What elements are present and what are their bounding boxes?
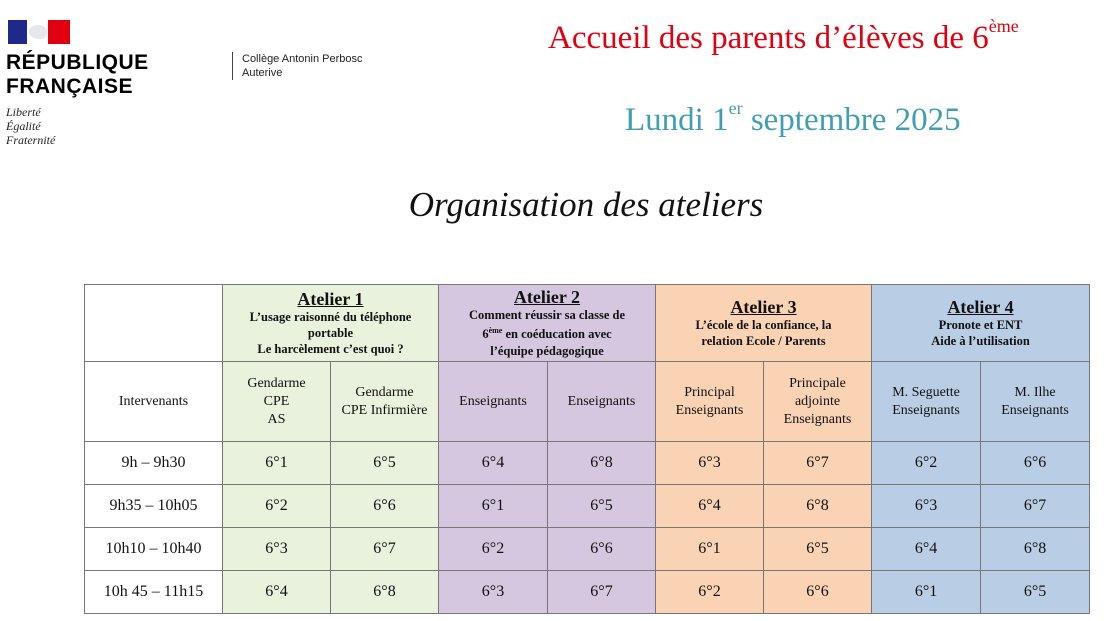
intervenant-cell: Gendarme CPE AS <box>223 362 331 442</box>
class-cell: 6°3 <box>872 485 981 528</box>
date-sup: er <box>728 98 743 118</box>
class-cell: 6°2 <box>223 485 331 528</box>
class-cell: 6°8 <box>331 571 439 614</box>
atelier-3-desc: L’école de la confiance, la relation Ecole / Parents <box>695 318 832 348</box>
date-post: septembre 2025 <box>742 102 961 138</box>
motto-fraternite: Fraternité <box>6 133 56 147</box>
logo-francaise: FRANÇAISE <box>6 75 134 98</box>
atelier-3-name: Atelier 3 <box>730 297 797 317</box>
title-sup: ème <box>988 16 1019 36</box>
class-cell: 6°6 <box>764 571 872 614</box>
atelier-4-desc: Pronote et ENT Aide à l’utilisation <box>931 318 1030 348</box>
class-cell: 6°7 <box>331 528 439 571</box>
intervenant-cell: Enseignants <box>439 362 548 442</box>
atelier-2-desc-post: en coéducation avec l’équipe pédagogique <box>490 327 612 358</box>
motto-liberte: Liberté <box>6 105 41 119</box>
table-row <box>85 528 1090 571</box>
time-slot: 9h – 9h30 <box>85 442 223 485</box>
atelier-2-desc-sup: ème <box>488 326 503 336</box>
marianne-flag-icon <box>8 20 70 44</box>
event-date <box>625 98 961 139</box>
class-cell: 6°6 <box>548 528 656 571</box>
table-row <box>85 485 1090 528</box>
college-city: Auterive <box>242 67 283 79</box>
republique-francaise-logo <box>6 20 166 147</box>
atelier-4-name: Atelier 4 <box>947 297 1014 317</box>
motto-egalite: Égalité <box>6 119 41 133</box>
class-cell: 6°6 <box>981 442 1090 485</box>
table-row <box>85 571 1090 614</box>
class-cell: 6°7 <box>548 571 656 614</box>
intervenant-cell: Principal Enseignants <box>656 362 764 442</box>
class-cell: 6°1 <box>872 571 981 614</box>
class-cell: 6°5 <box>981 571 1090 614</box>
intervenants-label: Intervenants <box>85 362 223 442</box>
class-cell: 6°8 <box>764 485 872 528</box>
title-text: Accueil des parents d’élèves de 6 <box>548 20 989 56</box>
class-cell: 6°3 <box>656 442 764 485</box>
class-cell: 6°5 <box>331 442 439 485</box>
class-cell: 6°1 <box>656 528 764 571</box>
intervenant-cell: M. Seguette Enseignants <box>872 362 981 442</box>
class-cell: 6°7 <box>764 442 872 485</box>
class-cell: 6°2 <box>872 442 981 485</box>
class-cell: 6°3 <box>439 571 548 614</box>
atelier-1-header <box>223 285 439 362</box>
logo-republique: RÉPUBLIQUE <box>6 51 149 74</box>
class-cell: 6°1 <box>439 485 548 528</box>
class-cell: 6°6 <box>331 485 439 528</box>
class-cell: 6°3 <box>223 528 331 571</box>
atelier-4-header <box>872 285 1090 362</box>
atelier-1-desc: L’usage raisonné du téléphone portable Le harcèlement c’est quoi ? <box>249 310 412 356</box>
empty-corner-cell <box>85 285 223 362</box>
class-cell: 6°5 <box>764 528 872 571</box>
ateliers-table <box>84 284 1090 614</box>
class-cell: 6°8 <box>548 442 656 485</box>
table-row <box>85 442 1090 485</box>
atelier-2-desc-pre: Comment réussir sa classe de 6 <box>469 308 625 342</box>
class-cell: 6°2 <box>439 528 548 571</box>
class-cell: 6°4 <box>439 442 548 485</box>
time-slot: 10h 45 – 11h15 <box>85 571 223 614</box>
class-cell: 6°4 <box>872 528 981 571</box>
table-header-row <box>85 285 1090 362</box>
atelier-3-header <box>656 285 872 362</box>
intervenant-cell: Enseignants <box>548 362 656 442</box>
class-cell: 6°7 <box>981 485 1090 528</box>
class-cell: 6°5 <box>548 485 656 528</box>
time-slot: 10h10 – 10h40 <box>85 528 223 571</box>
intervenant-cell: M. Ilhe Enseignants <box>981 362 1090 442</box>
date-pre: Lundi 1 <box>625 102 729 138</box>
class-cell: 6°4 <box>223 571 331 614</box>
time-slot: 9h35 – 10h05 <box>85 485 223 528</box>
atelier-2-header <box>439 285 656 362</box>
class-cell: 6°8 <box>981 528 1090 571</box>
intervenants-row <box>85 362 1090 442</box>
class-cell: 6°2 <box>656 571 764 614</box>
intervenant-cell: Principale adjointe Enseignants <box>764 362 872 442</box>
college-name: Collège Antonin Perbosc <box>242 53 363 65</box>
intervenant-cell: Gendarme CPE Infirmière <box>331 362 439 442</box>
atelier-2-desc <box>439 307 655 358</box>
subtitle: Organisation des ateliers <box>408 185 764 224</box>
college-name-block <box>232 52 362 80</box>
atelier-1-name: Atelier 1 <box>297 289 364 309</box>
class-cell: 6°1 <box>223 442 331 485</box>
logo-motto <box>6 105 166 147</box>
page-title <box>548 16 1019 57</box>
atelier-2-name: Atelier 2 <box>513 287 581 308</box>
class-cell: 6°4 <box>656 485 764 528</box>
